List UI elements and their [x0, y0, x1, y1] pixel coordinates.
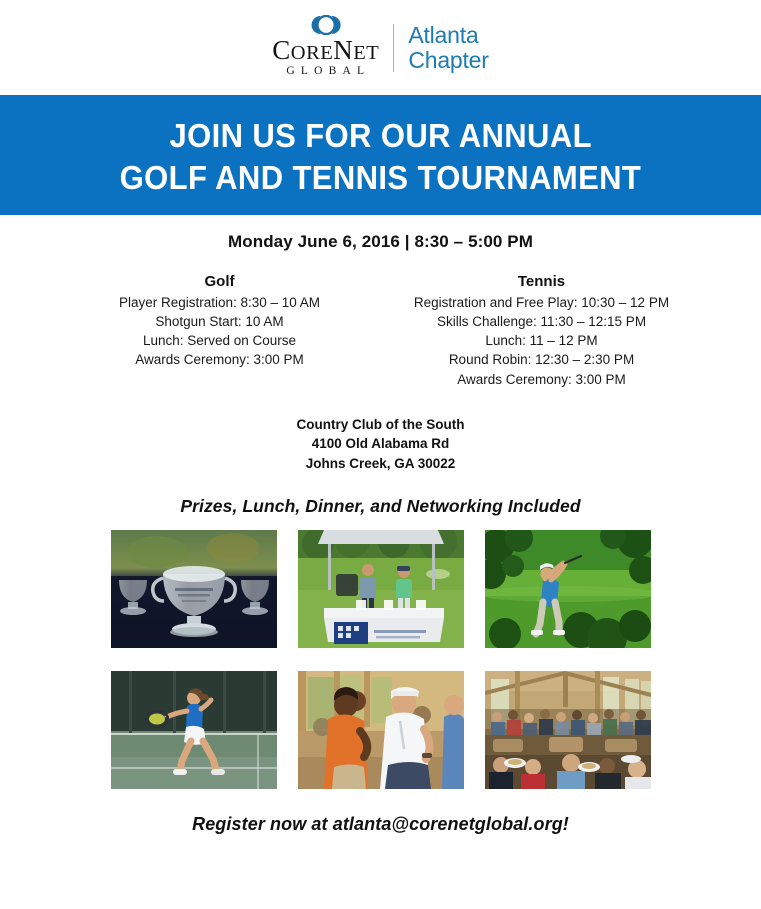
wordmark-core-initial: C [272, 35, 291, 66]
wordmark-net-initial: N [333, 35, 354, 66]
photo-golfer-swing [485, 530, 651, 648]
venue-street: 4100 Old Alabama Rd [311, 436, 450, 452]
corenet-global-logo [272, 15, 379, 80]
photo-registration-tent [298, 530, 464, 648]
chapter-line-1: Atlanta [408, 21, 479, 48]
golf-schedule-item: Player Registration: 8:30 – 10 AM [118, 295, 321, 310]
flyer-body [0, 232, 761, 835]
tennis-schedule-item: Skills Challenge: 11:30 – 12:15 PM [436, 314, 647, 330]
corenet-wordmark [272, 37, 379, 64]
golf-schedule-item: Shotgun Start: 10 AM [155, 314, 284, 330]
wordmark-core-rest: ORE [290, 42, 334, 65]
chapter-line-2: Chapter [408, 46, 489, 73]
photo-tennis-player [111, 671, 277, 789]
photo-tennis-player-image [111, 671, 277, 789]
headline-line-1: JOIN US FOR OUR ANNUAL [169, 116, 592, 154]
photo-trophy [111, 530, 277, 648]
tennis-schedule-item: Awards Ceremony: 3:00 PM [457, 371, 626, 387]
photo-registration-tent-image [298, 530, 464, 648]
corenet-concentric-mark-icon [297, 15, 355, 35]
photo-trophy-image [111, 530, 277, 648]
photo-golfer-swing-image [485, 530, 651, 648]
event-date-time: Monday June 6, 2016 | 8:30 – 5:00 PM [227, 232, 534, 251]
tennis-schedule-item: Registration and Free Play: 10:30 – 12 PM [413, 295, 670, 310]
photo-grid [0, 530, 761, 789]
inclusions-tagline: Prizes, Lunch, Dinner, and Networking Included [180, 496, 581, 517]
photo-networking-image [298, 671, 464, 789]
photo-banquet [485, 671, 651, 789]
logo-header [0, 0, 761, 95]
venue-name: Country Club of the South [296, 416, 465, 432]
headline-banner [0, 95, 761, 215]
golf-schedule-item: Awards Ceremony: 3:00 PM [135, 352, 304, 368]
tennis-schedule-item: Lunch: 11 – 12 PM [485, 333, 598, 349]
tennis-schedule-title: Tennis [517, 273, 566, 290]
wordmark-net-rest: ET [353, 42, 380, 65]
golf-schedule-title: Golf [204, 273, 235, 290]
golf-schedule-item: Lunch: Served on Course [142, 333, 297, 349]
headline-line-2: GOLF AND TENNIS TOURNAMENT [119, 159, 642, 196]
register-cta: Register now at atlanta@corenetglobal.org! [192, 814, 569, 835]
logo-global-text: GLOBAL [286, 65, 371, 78]
tennis-schedule [392, 273, 692, 389]
tennis-schedule-item: Round Robin: 12:30 – 2:30 PM [448, 352, 635, 368]
venue-city-state-zip: Johns Creek, GA 30022 [305, 455, 456, 471]
brand-lockup [272, 15, 489, 80]
golf-schedule [70, 273, 370, 370]
photo-banquet-image [485, 671, 651, 789]
venue-block [0, 415, 761, 474]
schedule-section [0, 273, 761, 389]
photo-networking [298, 671, 464, 789]
logo-divider [393, 24, 394, 72]
chapter-name [408, 23, 488, 73]
